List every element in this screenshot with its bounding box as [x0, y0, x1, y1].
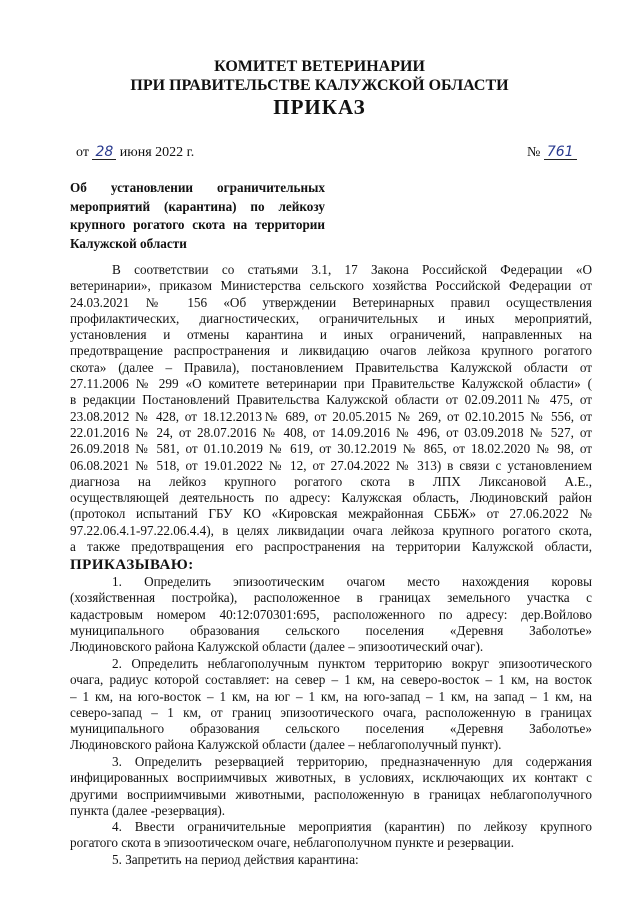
preamble-line: установления и отмены карантина и иных ограничений, направленных на [70, 327, 592, 343]
header-government: ПРИ ПРАВИТЕЛЬСТВЕ КАЛУЖСКОЙ ОБЛАСТИ [130, 77, 509, 94]
preamble-line: (протокол испытаний ГБУ КО «Кировская межрайонная СББЖ» от 27.06.2022 № [70, 506, 592, 522]
item-line: Людиновского района Калужской области (далее – неблагополучный пункт). [70, 737, 502, 753]
item-4 [70, 819, 592, 852]
order-word: ПРИКАЗЫВАЮ: [70, 557, 194, 573]
preamble-line: 24.03.2021 № 156 «Об утверждении Ветеринарных правил осуществления [70, 294, 592, 310]
preamble-line: 27.11.2006 № 299 «О комитете ветеринарии при Правительстве Калужской области» ( [70, 376, 592, 392]
item-line: муниципального образования сельского поселения «Деревня Заболотье» [70, 721, 592, 737]
preamble-line: предотвращение распространения и ликвидацию очагов лейкоза крупного рогатого [70, 343, 592, 359]
item-2 [70, 656, 592, 754]
item-line: 5. Запретить на период действия карантина: [112, 852, 359, 867]
subject-line: крупного рогатого скота на территории [70, 217, 325, 232]
date-rest: июня 2022 г. [119, 145, 195, 160]
item-line: инфицированных восприимчивых животных, в условиях, исключающих их контакт с [70, 770, 592, 786]
item-line: 3. Определить резервацией территорию, предназначенную для содержания [112, 754, 592, 769]
item-line: 4. Ввести ограничительные мероприятия (карантин) по лейкозу крупного [112, 819, 592, 834]
item-line: 1. Определить эпизоотическим очагом место нахождения коровы [112, 574, 592, 589]
header-committee: КОМИТЕТ ВЕТЕРИНАРИИ [214, 58, 425, 75]
order-subject [70, 179, 325, 253]
item-line: северо-запад – 1 км, от границ эпизоотического очага, расположенную в границах [70, 704, 592, 720]
preamble-line: а также предотвращения его распространения на территории Калужской области, [70, 539, 592, 555]
item-line: очага, радиус которой составляет: на север – 1 км, на северо-восток – 1 км, на восток [70, 672, 592, 688]
item-3 [70, 754, 592, 819]
preamble-line: 26.09.2018 № 581, от 01.10.2019 № 619, от 30.12.2019 № 865, от 18.02.2020 № 98, от [70, 441, 592, 457]
preamble-line: скота» (далее – Правила), постановлением Правительства Калужской области от [70, 359, 592, 375]
subject-line: Калужской области [70, 235, 187, 251]
subject-line: Об установлении ограничительных [70, 180, 325, 195]
item-1 [70, 574, 592, 655]
preamble [70, 262, 592, 555]
preamble-line: диагноза на лейкоз крупного рогатого скота в ЛПХ Ликсановой А.Е., [70, 473, 592, 489]
item-line: муниципального образования сельского поселения «Деревня Заболотье» [70, 622, 592, 638]
preamble-line: профилактических, диагностических, ограничительных и иных мероприятий, [70, 310, 592, 326]
order-number [527, 145, 577, 161]
item-line: 2. Определить неблагополучным пунктом территорию вокруг эпизоотического [112, 656, 592, 671]
preamble-line: осуществляющей деятельность по адресу: Калужская область, Людиновский район [70, 490, 592, 506]
number-handwritten: 761 [544, 145, 577, 160]
preamble-line: ветеринарии», приказом Министерства сельского хозяйства Российской Федерации от [70, 278, 592, 294]
item-line: другими восприимчивыми животными, расположенную в границах неблагополучного [70, 786, 592, 802]
item-line: (хозяйственная постройка), расположенное в границах земельного участка с [70, 590, 592, 606]
item-5 [70, 852, 592, 868]
preamble-line: 06.08.2021 № 518, от 19.01.2022 № 12, от 27.04.2022 № 313) в связи с установлением [70, 457, 592, 473]
date-day-handwritten: 28 [92, 145, 116, 160]
preamble-line: 23.08.2012 № 428, от 18.12.2013№ 689, от 20.05.2015 № 269, от 02.10.2015 № 556, от [70, 408, 592, 424]
order-date [76, 145, 194, 161]
preamble-line: 97.22.06.4.1-97.22.06.4.4), в целях ликвидации очага лейкоза крупного рогатого скота, [70, 522, 592, 538]
subject-line: мероприятий (карантина) по лейкозу [70, 198, 325, 214]
number-prefix: № [527, 145, 541, 160]
item-line: кадастровым номером 40:12:070301:695, расположенного по адресу: дер.Войлово [70, 606, 592, 622]
item-line: рогатого скота в эпизоотическом очаге, неблагополучном пункте и резервации. [70, 835, 514, 851]
item-line: пункта (далее -резервация). [70, 802, 226, 818]
document-title: ПРИКАЗ [273, 95, 366, 119]
preamble-line: В соответствии со статьями 3.1, 17 Закона Российской Федерации «О [112, 262, 592, 277]
preamble-line: в редакции Постановлений Правительства Калужской области от 02.09.2011№ 475, от [70, 392, 592, 408]
date-prefix: от [76, 145, 89, 160]
item-line: Людиновского района Калужской области (далее – эпизоотический очаг). [70, 639, 484, 655]
preamble-line: 22.01.2016 № 24, от 28.07.2016 № 408, от 14.09.2016 № 496, от 03.09.2018 № 527, от [70, 424, 592, 440]
item-line: – 1 км, на юго-восток – 1 км, на юг – 1 км, на юго-запад – 1 км, на запад – 1 км, на [70, 688, 592, 704]
